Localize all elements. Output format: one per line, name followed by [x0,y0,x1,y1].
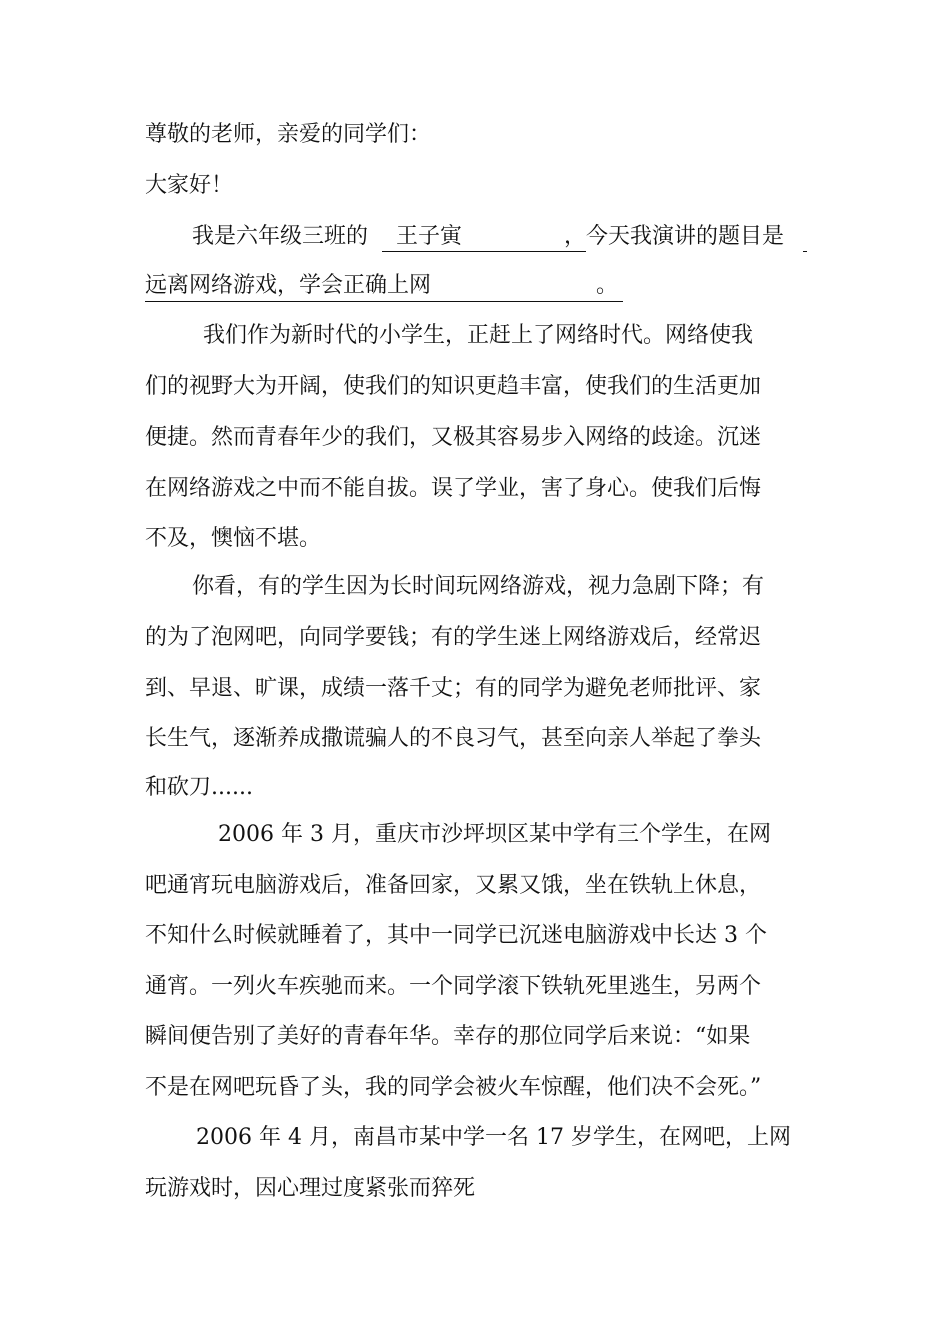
salutation: 尊敬的老师，亲爱的同学们： [145,122,432,147]
paragraph-2-line-3: 到、早退、旷课，成绩一落千丈；有的同学为避免老师批评、家 [145,676,762,701]
paragraph-3-line-3: 不知什么时候就睡着了，其中一同学已沉迷电脑游戏中长达 3 个 [145,923,767,948]
paragraph-1-line-5: 不及，懊恼不堪。 [145,526,322,551]
paragraph-1-line-2: 们的视野大为开阔，使我们的知识更趋丰富，使我们的生活更加 [145,374,762,399]
paragraph-2-line-2: 的为了泡网吧，向同学要钱；有的学生迷上网络游戏后，经常迟 [145,625,762,650]
student-name: 王子寅 [396,224,463,249]
paragraph-3-line-2: 吧通宵玩电脑游戏后，准备回家，又累又饿，坐在铁轨上休息， [145,873,762,898]
intro-middle: ，今天我演讲的题目是 [564,224,785,249]
paragraph-4-line-1: 2006 年 4 月，南昌市某中学一名 17 岁学生，在网吧，上网 [196,1125,791,1150]
paragraph-4-line-2: 玩游戏时，因心理过度紧张而猝死 [145,1176,476,1201]
paragraph-3-line-4: 通宵。一列火车疾驰而来。一个同学滚下铁轨死里逃生，另两个 [145,974,762,999]
paragraph-1-line-1: 我们作为新时代的小学生，正赶上了网络时代。网络使我 [203,323,754,348]
name-blank-underline [382,251,586,252]
paragraph-3-line-6: 不是在网吧玩昏了头，我的同学会被火车惊醒，他们决不会死。” [145,1075,762,1100]
intro-end-mark: 。 [596,273,619,298]
speech-topic: 远离网络游戏，学会正确上网 [145,273,432,298]
intro-prefix: 我是六年级三班的 [192,224,369,249]
topic-blank-start-underline [803,251,807,252]
paragraph-3-line-1: 2006 年 3 月，重庆市沙坪坝区某中学有三个学生，在网 [218,822,771,847]
paragraph-2-line-5: 和砍刀...... [145,775,253,800]
topic-blank-underline [145,301,623,302]
greeting-line: 大家好！ [145,173,234,198]
paragraph-1-line-4: 在网络游戏之中而不能自拔。误了学业，害了身心。使我们后悔 [145,476,762,501]
paragraph-3-line-5: 瞬间便告别了美好的青春年华。幸存的那位同学后来说：“如果 [145,1024,751,1049]
paragraph-2-line-1: 你看，有的学生因为长时间玩网络游戏，视力急剧下降；有 [192,574,765,599]
paragraph-2-line-4: 长生气，逐渐养成撒谎骗人的不良习气，甚至向亲人举起了拳头 [145,726,762,751]
paragraph-1-line-3: 便捷。然而青春年少的我们，又极其容易步入网络的歧途。沉迷 [145,425,762,450]
